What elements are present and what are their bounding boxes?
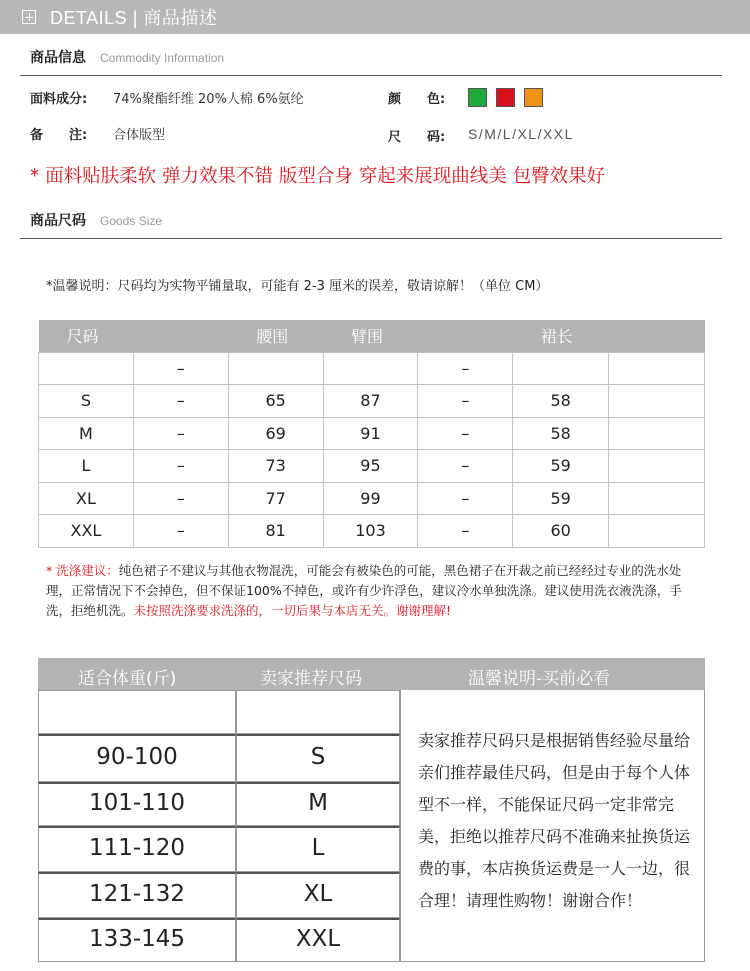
size-table-cell: 59 xyxy=(513,450,609,483)
size-table-cell: – xyxy=(418,385,513,418)
size-table-row xyxy=(39,450,705,483)
size-table-cell: 91 xyxy=(323,417,418,450)
size-table-row xyxy=(39,417,705,450)
size-cell-blank xyxy=(236,690,400,734)
size-table-cell: L xyxy=(39,450,134,483)
goods-size-subtitle: Goods Size xyxy=(100,214,163,228)
size-table-cell xyxy=(609,352,705,385)
fabric-slogan: * 面料贴肤柔软 弹力效果不错 版型合身 穿起来展现曲线美 包臀效果好 xyxy=(30,166,606,187)
goods-size-heading xyxy=(30,210,162,230)
divider xyxy=(20,75,722,76)
size-table-cell xyxy=(609,417,705,450)
size-table-row xyxy=(39,515,705,548)
col-note: 温馨说明-买前必看 xyxy=(468,669,611,689)
size-table-cell xyxy=(609,385,705,418)
size-table-cell: XXL xyxy=(39,515,134,548)
size-table-row xyxy=(39,385,705,418)
color-swatch-green xyxy=(468,88,487,107)
size-table-row xyxy=(39,482,705,515)
color-swatch-orange xyxy=(524,88,543,107)
recommended-size: XXL xyxy=(295,926,341,952)
size-table-row xyxy=(39,352,705,385)
size-table-cell: – xyxy=(418,352,513,385)
size-table-cell: – xyxy=(418,417,513,450)
care-warning: 未按照洗涤要求洗涤的，一切后果与本店无关。谢谢理解! xyxy=(133,603,452,618)
size-table-cell xyxy=(609,482,705,515)
size-cell xyxy=(236,872,400,918)
commodity-info-title: 商品信息 xyxy=(30,50,86,66)
size-table-cell: 77 xyxy=(228,482,323,515)
recommended-size: XL xyxy=(303,881,333,907)
size-table-cell: 87 xyxy=(323,385,418,418)
size-cell xyxy=(236,782,400,826)
color-swatch-red xyxy=(496,88,515,107)
weight-range: 101-110 xyxy=(88,790,186,816)
size-table-cell: 73 xyxy=(228,450,323,483)
weight-cell xyxy=(38,872,236,918)
weight-range: 90-100 xyxy=(96,744,178,770)
col-waist: 腰围 xyxy=(228,320,323,352)
col-length: 裙长 xyxy=(513,320,609,352)
size-table-cell: M xyxy=(39,417,134,450)
size-table-cell: – xyxy=(133,417,228,450)
commodity-info-heading xyxy=(30,47,224,67)
size-table-cell: – xyxy=(418,482,513,515)
care-prefix: * 洗涤建议： xyxy=(46,563,119,578)
size-label: 尺 码: xyxy=(388,130,446,145)
remark-value: 合体版型 xyxy=(113,128,166,143)
size-table-cell: 58 xyxy=(513,417,609,450)
size-table-header xyxy=(39,320,705,352)
weight-range: 121-132 xyxy=(88,881,186,907)
header-spacer xyxy=(609,320,705,352)
plus-box-icon xyxy=(22,10,36,24)
size-table-cell: 69 xyxy=(228,417,323,450)
size-table-cell: 59 xyxy=(513,482,609,515)
care-instructions xyxy=(46,561,696,621)
size-table-cell: – xyxy=(133,450,228,483)
divider xyxy=(20,238,722,239)
col-weight: 适合体重(斤) xyxy=(78,669,177,689)
size-table-cell: – xyxy=(133,515,228,548)
fabric-label: 面料成分: xyxy=(30,92,88,107)
col-size: 尺码 xyxy=(39,320,134,352)
size-table-cell: XL xyxy=(39,482,134,515)
size-table-cell: 81 xyxy=(228,515,323,548)
size-table-cell xyxy=(513,352,609,385)
size-table-cell: – xyxy=(418,515,513,548)
size-table-cell: 103 xyxy=(323,515,418,548)
size-table-cell: – xyxy=(133,482,228,515)
weight-cell xyxy=(38,826,236,872)
col-arm: 臂围 xyxy=(323,320,418,352)
weight-cell-blank xyxy=(38,690,236,734)
size-table-cell xyxy=(609,515,705,548)
goods-size-title: 商品尺码 xyxy=(30,213,86,229)
details-title: DETAILS | 商品描述 xyxy=(50,8,218,28)
remark-label: 备 注: xyxy=(30,128,88,143)
size-table-cell xyxy=(39,352,134,385)
size-table-cell: – xyxy=(133,352,228,385)
header-spacer xyxy=(418,320,513,352)
size-table-cell: 60 xyxy=(513,515,609,548)
size-table-cell: 58 xyxy=(513,385,609,418)
details-header xyxy=(0,0,750,34)
size-table-cell: 95 xyxy=(323,450,418,483)
size-cell xyxy=(236,734,400,782)
measure-note: *温馨说明：尺码均为实物平铺量取，可能有 2-3 厘米的误差，敬请谅解！（单位 CM） xyxy=(46,279,549,294)
weight-cell xyxy=(38,734,236,782)
size-table-cell: S xyxy=(39,385,134,418)
recommended-size: S xyxy=(310,744,326,770)
purchase-note: 卖家推荐尺码只是根据销售经验尽量给亲们推荐最佳尺码，但是由于每个人体型不一样，不能保证尺码一定非常完美，拒绝以推荐尺码不准确来扯换货运费的事，本店换货运费是一人一边，很合理！请理性购物！谢谢合作！ xyxy=(418,731,691,910)
care-body: 纯色裙子不建议与其他衣物混洗，可能会有被染色的可能，黑色裙子在开裁之前已经经过专业的洗水处理，正常情况下不会掉色，但不保证100%不掉色，或许有少许浮色，建议冷水单独洗涤。建议使用洗衣液洗涤，手洗，拒绝机洗。 xyxy=(46,563,682,618)
size-table-cell: 65 xyxy=(228,385,323,418)
weight-range: 133-145 xyxy=(88,926,186,952)
size-list: S/M/L/XL/XXL xyxy=(468,126,574,142)
header-spacer xyxy=(133,320,228,352)
col-recommended-size: 卖家推荐尺码 xyxy=(260,669,362,689)
weight-cell xyxy=(38,918,236,962)
size-table-cell: 99 xyxy=(323,482,418,515)
recommended-size: M xyxy=(308,790,328,816)
fabric-value: 74%聚酯纤维 20%人棉 6%氨纶 xyxy=(113,92,304,107)
size-table-cell xyxy=(323,352,418,385)
size-table-cell: – xyxy=(133,385,228,418)
size-table-cell xyxy=(228,352,323,385)
commodity-info-subtitle: Commodity Information xyxy=(100,51,225,65)
size-table xyxy=(38,320,705,548)
color-label: 颜 色: xyxy=(388,92,446,107)
recommend-header xyxy=(38,658,705,690)
weight-range: 111-120 xyxy=(88,835,186,861)
size-table-cell xyxy=(609,450,705,483)
weight-cell xyxy=(38,782,236,826)
size-table-cell: – xyxy=(418,450,513,483)
recommended-size: L xyxy=(311,835,325,861)
size-cell xyxy=(236,826,400,872)
size-cell xyxy=(236,918,400,962)
